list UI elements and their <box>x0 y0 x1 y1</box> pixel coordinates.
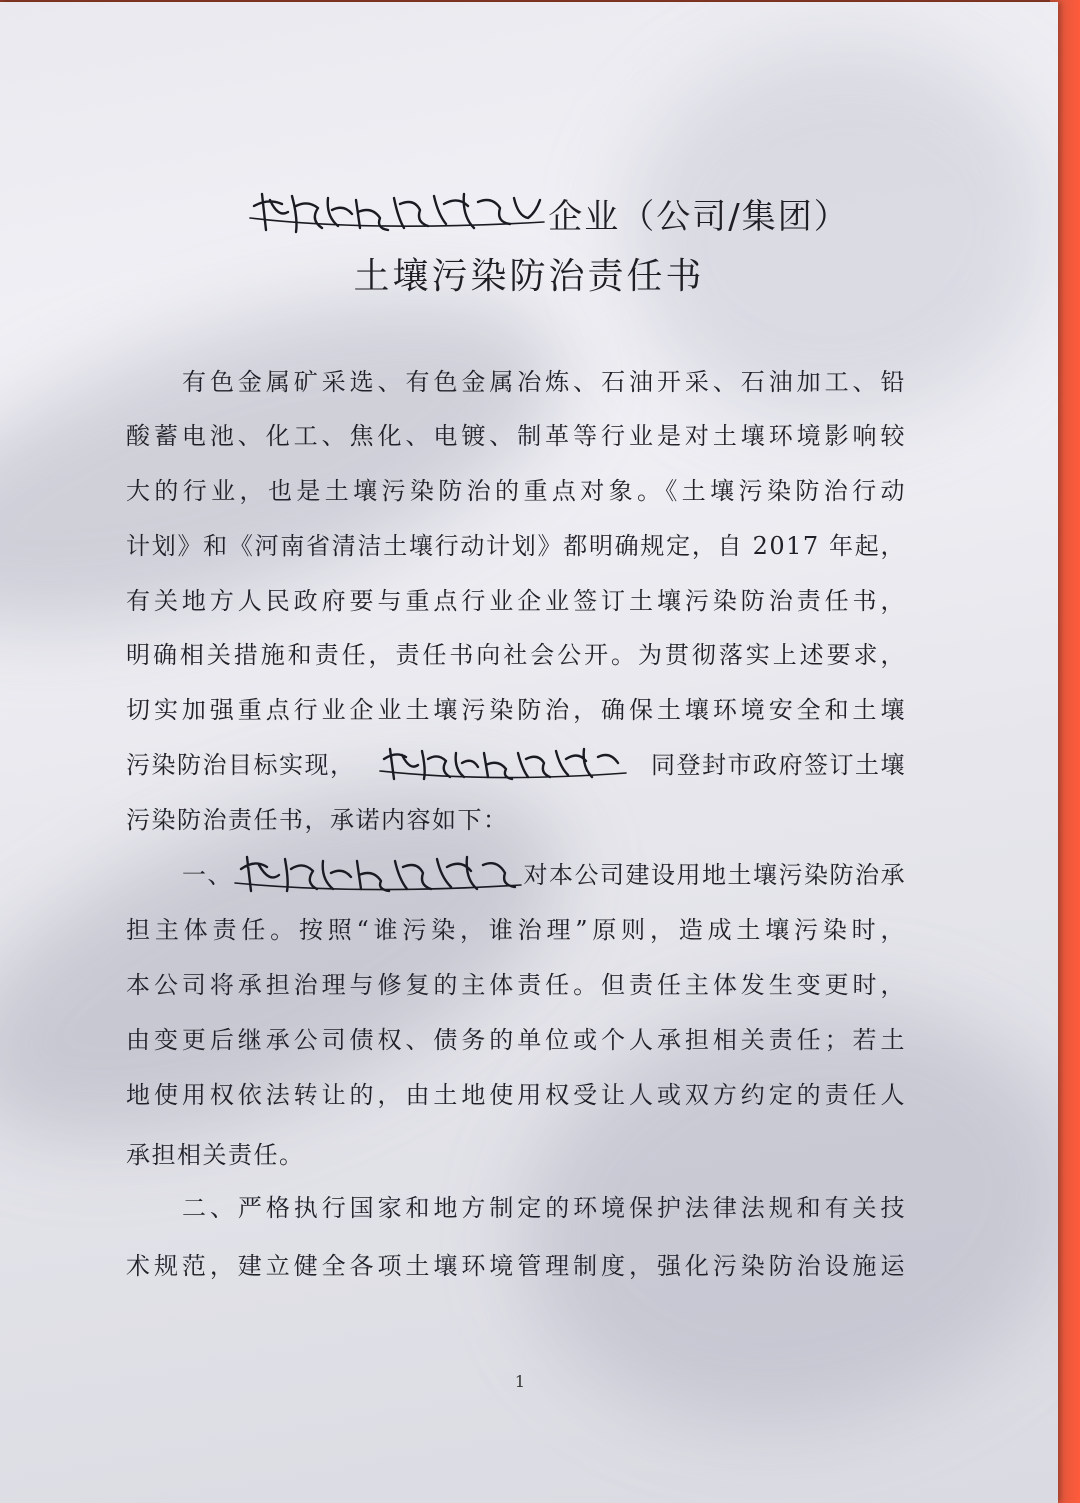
paragraph-text: 污染防治目标实现， <box>126 751 356 779</box>
handwritten-company-name <box>248 188 548 238</box>
item-1-line: 由变更后继承公司债权、债务的单位或个人承担相关责任；若土 <box>126 1026 906 1054</box>
paragraph-line: 污染防治责任书，承诺内容如下： <box>126 806 509 834</box>
paragraph-line-with-signature <box>126 745 906 785</box>
title-line-1 <box>0 188 1058 238</box>
paragraph-line: 大的行业，也是土壤污染防治的重点对象。《土壤污染防治行动 <box>126 477 906 505</box>
page-number: 1 <box>514 1372 526 1391</box>
paragraph-line: 明确相关措施和责任，责任书向社会公开。为贯彻落实上述要求， <box>126 641 906 669</box>
handwritten-company-name <box>233 853 523 897</box>
paragraph-line: 有关地方人民政府要与重点行业企业签订土壤污染防治责任书， <box>126 587 906 615</box>
paragraph-text: 同登封市政府签订土壤 <box>651 751 906 779</box>
item-1-line: 本公司将承担治理与修复的主体责任。但责任主体发生变更时， <box>126 971 906 999</box>
document-page <box>0 2 1058 1503</box>
item-1-prefix: 一、 <box>182 861 233 889</box>
title-suffix-main: 企业 <box>548 197 621 237</box>
shadow-band <box>0 230 603 694</box>
item-2-line: 术规范，建立健全各项土壤环境管理制度，强化污染防治设施运 <box>126 1252 906 1280</box>
item-1-line: 担主体责任。按照“谁污染，谁治理”原则，造成土壤污染时， <box>126 916 906 944</box>
paragraph-line: 计划》和《河南省清洁土壤行动计划》都明确规定，自 2017 年起， <box>126 532 906 560</box>
handwritten-company-name <box>378 745 628 785</box>
title-suffix-paren: （公司/集团） <box>620 197 850 237</box>
item-2-line: 二、严格执行国家和地方制定的环境保护法律法规和有关技 <box>182 1194 906 1222</box>
item-1-line-with-signature <box>182 855 906 895</box>
document-title: 土壤污染防治责任书 <box>353 256 705 297</box>
paragraph-line: 切实加强重点行业企业土壤污染防治，确保土壤环境安全和土壤 <box>126 696 906 724</box>
paragraph-line: 酸蓄电池、化工、焦化、电镀、制革等行业是对土壤环境影响较 <box>126 422 906 450</box>
item-1-line: 地使用权依法转让的，由土地使用权受让人或双方约定的责任人 <box>126 1081 906 1109</box>
item-1-text: 对本公司建设用地土壤污染防治承 <box>523 861 906 889</box>
paragraph-line: 有色金属矿采选、有色金属冶炼、石油开采、石油加工、铅 <box>182 368 906 396</box>
item-1-line: 承担相关责任。 <box>126 1141 305 1169</box>
